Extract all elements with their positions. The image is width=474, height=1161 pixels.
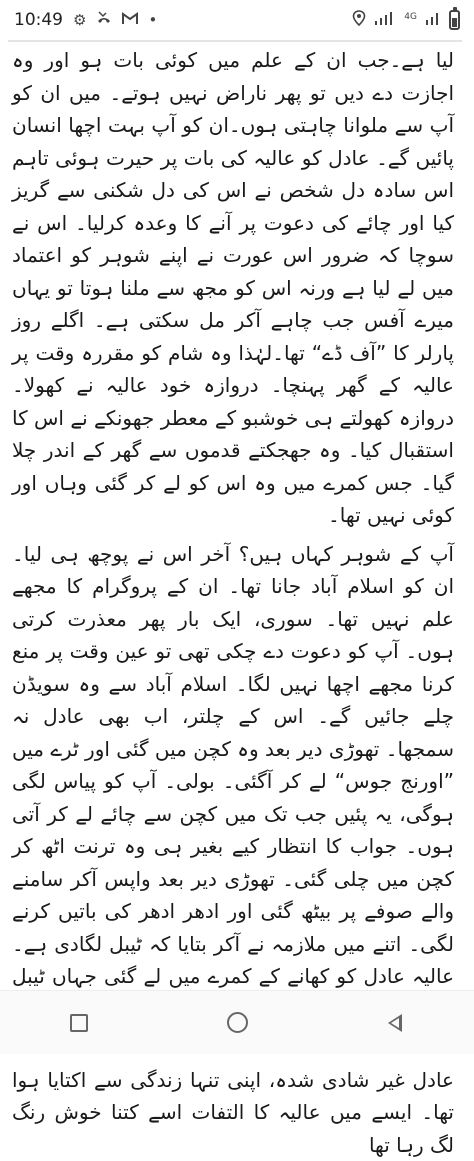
back-triangle-icon: [388, 1014, 402, 1032]
status-time: 10:49: [14, 10, 63, 30]
article-body[interactable]: [0, 44, 474, 988]
gear-icon: ⚙: [73, 11, 86, 29]
battery-icon: [449, 10, 460, 30]
signal-icon-2: [425, 11, 441, 29]
back-button[interactable]: [365, 1003, 425, 1043]
article-paragraph-1: لیا ہے۔جب ان کے علم میں کوئی بات ہو اور وہ اجازت دے دیں تو پھر ناراض نہیں ہوتے۔ میں ان کو آپ سے ملوانا چاہتی ہوں۔ان کو آپ بہت اچھا انسان پائیں گے۔ عادل کو عالیہ کی بات پر حیرت ہوئی تاہم اس سادہ دل شخص نے اس کی دل شکنی سے گریز کیا اور چائے کی دعوت پر آنے کا وعدہ کرلیا۔ اس نے سوچا کہ ضرور اس عورت نے اپنے شوہر کو اعتماد میں لے لیا ہے ورنہ اس کو مجھ سے ملنا ہوتا تو یہاں میرے آفس جب چاہے آکر مل سکتی ہے۔ اگلے روز پارلر کا ”آف ڈے“ تھا۔لہٰذا وہ شام کو مقررہ وقت پر عالیہ کے گھر پہنچا۔ دروازہ خود عالیہ نے کھولا۔ دروازہ کھولتے ہی خوشبو کے معطر جھونکے نے اس کا استقبال کیا۔ وہ جھجکتے قدموں سے گھر کے اندر چلا گیا۔ جس کمرے میں وہ اس کو لے کر گئی وہاں اور کوئی نہیں تھا۔: [12, 44, 454, 532]
home-button[interactable]: [207, 1003, 267, 1043]
location-icon: [352, 10, 366, 30]
article-paragraph-2: آپ کے شوہر کہاں ہیں؟ آخر اس نے پوچھ ہی لیا۔ ان کو اسلام آباد جانا تھا۔ ان کے پروگرام کا مجھے علم نہیں تھا۔ سوری، ایک بار پھر معذرت کرتی ہوں۔ آپ کو دعوت دے چکی تھی تو عین وقت پر منع کرنا مجھے اچھا نہیں لگا۔ اسلام آباد سے وہ سویڈن چلے جائیں گے۔ اس کے چلتر، اب بھی عادل نہ سمجھا۔ تھوڑی دیر بعد وہ کچن میں گئی اور ٹرے میں ”اورنج جوس“ لے کر آگئی۔ بولی۔ آپ کو پیاس لگی ہوگی، یہ پئیں جب تک میں کچن سے چائے لے کر آتی ہوں۔ جواب کا انتظار کیے بغیر ہی وہ ترنت اٹھ کر کچن میں چلی گئی۔ تھوڑی دیر بعد واپس آکر سامنے والے صوفے پر بیٹھ گئی اور ادھر ادھر کی باتیں کرنے لگی۔ اتنے میں ملازمہ نے آکر بتایا کہ ٹیبل لگادی ہے۔ عالیہ عادل کو کھانے کے کمرے میں لے گئی جہاں ٹیبل: [12, 538, 454, 1058]
recents-button[interactable]: [49, 1003, 109, 1043]
navigation-bar: [0, 990, 474, 1054]
recents-square-icon: [70, 1014, 88, 1032]
network-type: 4G: [404, 12, 417, 29]
status-left: [14, 10, 157, 30]
gmail-icon: [122, 11, 138, 29]
status-right: [352, 10, 460, 30]
top-divider: [8, 40, 462, 42]
missed-call-icon: [96, 11, 112, 29]
signal-icon: [374, 11, 396, 29]
dot-icon: •: [148, 11, 157, 29]
status-bar: [0, 0, 474, 40]
article-paragraph-3: عادل غیر شادی شدہ، اپنی تنہا زندگی سے اکتایا ہوا تھا۔ ایسے میں عالیہ کا التفات اسے کتنا خوش رنگ لگ رہا تھا: [12, 1064, 454, 1161]
home-circle-icon: [227, 1012, 248, 1033]
